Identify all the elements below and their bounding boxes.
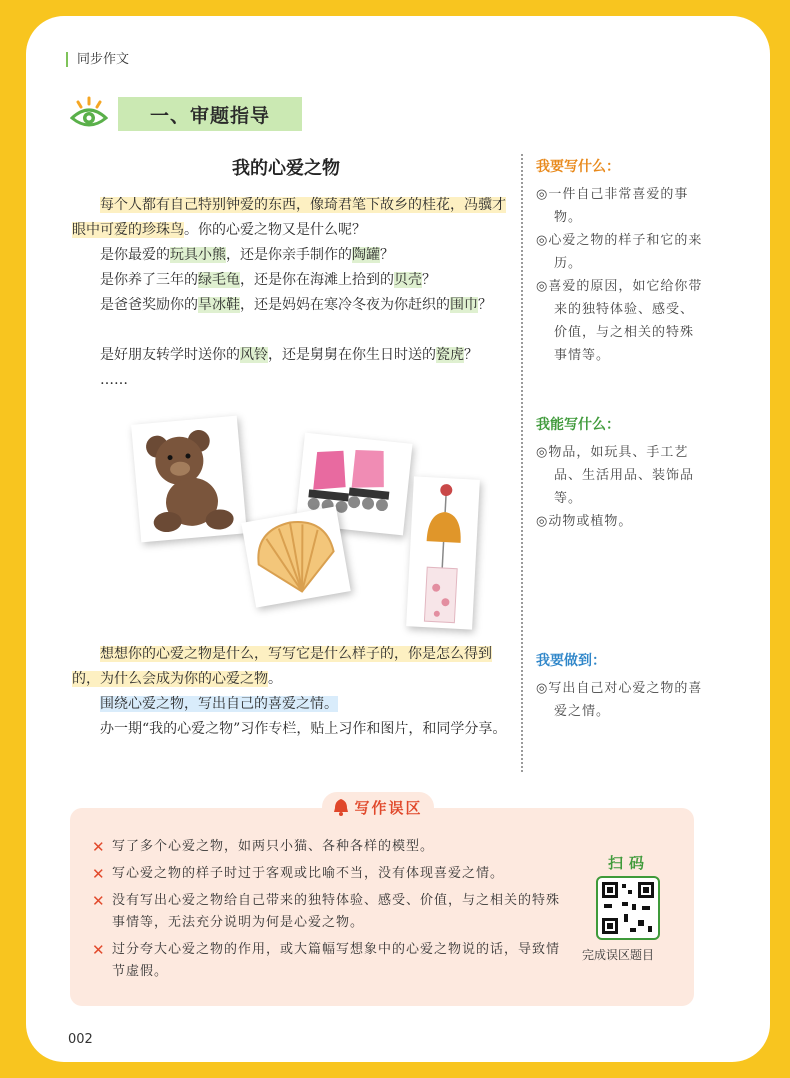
highlight-text: 瓷虎 — [436, 347, 464, 363]
pitfall-item — [92, 939, 572, 983]
key-requirement — [72, 692, 508, 717]
page-number: 002 — [68, 1032, 93, 1047]
qr-title: 扫码 — [608, 854, 651, 872]
section-title: 一、审题指导 — [118, 97, 302, 131]
sidebar-item: ◎物品，如玩具、手工艺品、生活用品、装饰品等。 — [536, 445, 695, 506]
highlight-text: 旱冰鞋 — [198, 297, 240, 313]
highlight-text: 想想你的心爱之物是什么，写写它是什么样子的，你是怎么得到的，为什么会成为你的心爱之物 — [72, 646, 492, 687]
question-line — [72, 243, 508, 268]
ellipsis-line — [72, 368, 508, 393]
body-text: 办一期“我的心爱之物”习作专栏，贴上习作和图片，和同学分享。 — [100, 721, 507, 737]
body-text: ？ — [380, 247, 394, 263]
sidebar-can-write — [536, 414, 706, 533]
pitfall-text: 没有写出心爱之物给自己带来的独特体验、感受、价值，与之相关的特殊事情等，无法充分说明为何是心爱之物。 — [112, 893, 561, 930]
article-title: 我的心爱之物 — [232, 158, 340, 179]
pitfall-list — [92, 836, 572, 988]
teddy-bear-photo — [131, 416, 247, 543]
sidebar-must-do — [536, 650, 706, 723]
sidebar-heading: 我要做到： — [536, 653, 606, 669]
body-text: 是你最爱的 — [100, 247, 170, 263]
eye-icon — [70, 96, 108, 132]
section-heading — [70, 96, 302, 132]
body-text: ，还是舅舅在你生日时送的 — [268, 347, 436, 363]
highlight-text: 贝壳 — [394, 272, 422, 288]
sidebar-item: ◎动物或植物。 — [536, 514, 633, 529]
body-text: 是好朋友转学时送你的 — [100, 347, 240, 363]
pitfall-item — [92, 863, 572, 885]
pitfall-text: 写心爱之物的样子时过于客观或比喻不当，没有体现喜爱之情。 — [112, 866, 505, 881]
sidebar-what-write — [536, 156, 706, 367]
highlight-text: 玩具小熊 — [170, 247, 226, 263]
sidebar-item: ◎喜爱的原因，如它给你带来的独特体验、感受、价值，与之相关的特殊事情等。 — [536, 279, 703, 363]
body-text: ？ — [464, 347, 478, 363]
body-text: 是你养了三年的 — [100, 272, 198, 288]
column-divider — [521, 154, 523, 772]
highlight-text: 绿毛龟 — [198, 272, 240, 288]
running-header: 同步作文 — [66, 52, 129, 67]
question-line — [72, 268, 508, 293]
cross-icon: ✕ — [92, 941, 106, 959]
sidebar-heading: 我能写什么： — [536, 417, 620, 433]
highlight-text: 冯骥才眼中可爱的珍珠鸟 — [72, 197, 506, 238]
instruction-paragraph — [72, 642, 508, 692]
pitfall-text: 写了多个心爱之物，如两只小猫、各种各样的模型。 — [112, 839, 435, 854]
page — [26, 16, 770, 1062]
body-text: 。 — [268, 671, 282, 687]
qr-caption: 完成误区题目 — [582, 948, 655, 962]
activity-paragraph — [72, 717, 508, 742]
sidebar-item: ◎心爱之物的样子和它的来历。 — [536, 233, 703, 271]
writing-pitfalls-title: 写作误区 — [354, 798, 423, 817]
cross-icon: ✕ — [92, 865, 106, 883]
highlight-text: 围巾 — [450, 297, 478, 313]
highlight-text: 陶罐 — [352, 247, 380, 263]
body-text: ，还是你亲手制作的 — [226, 247, 352, 263]
ellipsis: …… — [100, 372, 128, 388]
body-text: ，还是你在海滩上拾到的 — [240, 272, 394, 288]
highlight-text: 风铃 — [240, 347, 268, 363]
qr-code[interactable] — [596, 876, 660, 940]
pitfall-item — [92, 836, 572, 858]
pitfall-text: 过分夸大心爱之物的作用，或大篇幅写想象中的心爱之物说的话，导致情节虚假。 — [112, 942, 561, 979]
body-text: ？ — [478, 297, 492, 313]
body-text: 是爸爸奖励你的 — [100, 297, 198, 313]
highlight-text: 围绕心爱之物，写出自己的喜爱之情。 — [100, 696, 338, 712]
sidebar-heading: 我要写什么： — [536, 159, 620, 175]
body-text: 。你的心爱之物又是什么呢？ — [184, 222, 366, 238]
sidebar-item: ◎写出自己对心爱之物的喜爱之情。 — [536, 681, 703, 719]
cross-icon: ✕ — [92, 838, 106, 856]
sidebar-item: ◎一件自己非常喜爱的事物。 — [536, 187, 689, 225]
seashell-photo — [241, 506, 350, 607]
wind-chime-photo — [406, 476, 480, 629]
body-text: ，还是妈妈在寒冷冬夜为你赶织的 — [240, 297, 450, 313]
question-line — [72, 343, 508, 368]
question-line — [72, 293, 508, 318]
writing-pitfalls-label — [322, 792, 434, 822]
cross-icon: ✕ — [92, 892, 106, 910]
pitfall-item — [92, 890, 572, 934]
intro-paragraph — [72, 193, 508, 243]
body-text: ？ — [422, 272, 436, 288]
highlight-text: 每个人都有自己特别钟爱的东西，像琦君笔下故乡的桂花， — [100, 197, 464, 213]
bell-icon — [333, 798, 349, 816]
